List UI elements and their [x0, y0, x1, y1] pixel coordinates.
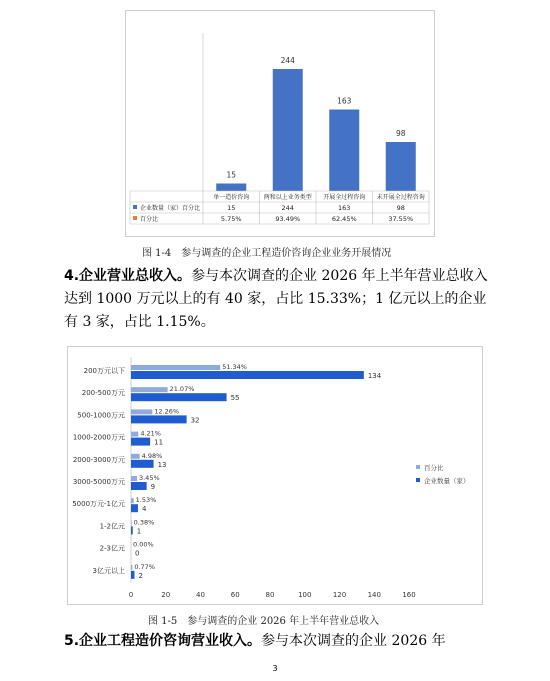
- bar-count-label-6: 4: [141, 505, 147, 514]
- paragraph-consulting-revenue: [64, 630, 494, 653]
- bar-count-5: [131, 482, 147, 490]
- table-percent-2: 62.45%: [331, 215, 357, 223]
- category-label-9: 3亿元以上: [92, 566, 125, 575]
- bar-count-label-8: 0: [135, 549, 140, 558]
- bar-percent-2: [131, 409, 152, 414]
- table-percent-0: 5.75%: [220, 215, 242, 223]
- bar-2: [329, 110, 359, 192]
- bar-percent-label-8: 0.00%: [133, 540, 154, 549]
- bar-percent-6: [131, 498, 134, 503]
- legend-label-count: 企业数量（家）: [424, 477, 470, 485]
- figure-caption-1-5: 图 1-5 参与调查的企业 2026 年上半年营业总收入: [148, 616, 380, 627]
- legend-label-percent: 百分比: [140, 216, 159, 223]
- chart-revenue: [67, 346, 483, 605]
- bar-percent-label-5: 3.45%: [138, 474, 160, 482]
- category-label-3: 1000-2000万元: [72, 433, 125, 442]
- bar-percent-3: [131, 432, 138, 437]
- category-label-3: 未开展全过程咨询: [376, 194, 425, 201]
- bar-count-label-4: 13: [157, 460, 167, 469]
- bar-percent-label-6: 1.53%: [135, 496, 157, 505]
- bar-count-label-3: 11: [154, 438, 164, 447]
- bar-count-6: [131, 504, 138, 512]
- bar-percent-label-2: 12.26%: [154, 407, 180, 416]
- legend-label-count: 企业数量（家）百分比: [140, 205, 201, 212]
- bar-value-label-0: 15: [226, 170, 237, 180]
- chart-revenue-svg: [68, 347, 484, 606]
- paragraph-revenue-heading: 4.企业营业总收入。: [64, 268, 192, 284]
- paragraph-revenue-text: 参与本次调查的企业 2026 年上半年营业总收入达到 1000 万元以上的有 40 家，占比 15.33%；1 亿元以上的企业有 3 家，占比 1.15%。: [64, 268, 488, 330]
- bar-value-label-1: 244: [280, 56, 295, 65]
- category-label-4: 2000-3000万元: [72, 455, 125, 464]
- category-label-7: 1-2亿元: [99, 522, 125, 531]
- x-tick-label-2: 40: [196, 591, 205, 599]
- bar-count-label-7: 1: [136, 527, 142, 536]
- x-tick-label-8: 160: [402, 591, 416, 599]
- x-tick-label-5: 100: [298, 591, 312, 599]
- paragraph-consulting-heading: 5.企业工程造价咨询营业收入。: [64, 633, 262, 649]
- bar-percent-label-0: 51.34%: [222, 363, 248, 371]
- x-tick-label-3: 60: [230, 591, 240, 599]
- bar-percent-9: [131, 565, 132, 570]
- category-label-1: 200-500万元: [81, 389, 125, 398]
- bar-0: [216, 184, 246, 192]
- legend-key-count: [416, 478, 420, 482]
- category-label-0: 单一造价咨询: [213, 194, 250, 201]
- bar-count-2: [131, 415, 187, 423]
- bar-percent-7: [131, 520, 132, 525]
- x-tick-label-4: 80: [265, 591, 275, 599]
- bar-count-0: [131, 371, 364, 379]
- bar-3: [386, 142, 416, 191]
- x-tick-label-6: 120: [332, 591, 347, 599]
- table-percent-1: 93.49%: [275, 215, 301, 223]
- legend-key-percent: [416, 465, 420, 469]
- figure-caption-1-4: 图 1-4 参与调查的企业工程造价咨询企业业务开展情况: [142, 248, 392, 259]
- bar-count-3: [131, 438, 150, 446]
- category-label-2: 开展全过程咨询: [323, 194, 366, 201]
- table-count-3: 98: [396, 204, 405, 212]
- category-label-2: 500-1000万元: [77, 411, 125, 420]
- bar-percent-4: [131, 454, 140, 459]
- bar-percent-5: [131, 476, 137, 481]
- paragraph-revenue: [64, 265, 494, 334]
- table-count-0: 15: [227, 204, 236, 212]
- bar-percent-0: [131, 365, 220, 370]
- bar-value-label-3: 98: [395, 129, 406, 138]
- x-tick-label-0: 0: [128, 591, 134, 599]
- category-label-6: 5000万元-1亿元: [72, 500, 125, 509]
- bar-count-label-5: 9: [150, 483, 156, 491]
- bar-count-9: [131, 571, 134, 579]
- legend-key-percent: [133, 216, 137, 220]
- chart-business-types: [125, 10, 435, 237]
- bar-percent-label-4: 4.98%: [141, 451, 163, 460]
- bar-count-label-2: 32: [190, 416, 200, 425]
- category-label-8: 2-3亿元: [99, 544, 125, 553]
- bar-count-4: [131, 460, 154, 468]
- legend-key-count: [133, 205, 137, 209]
- table-percent-3: 37.55%: [388, 215, 414, 223]
- table-count-1: 244: [281, 204, 294, 212]
- bar-percent-label-3: 4.21%: [140, 429, 161, 438]
- bar-percent-label-1: 21.07%: [169, 385, 195, 394]
- bar-value-label-2: 163: [337, 96, 352, 106]
- bar-percent-label-7: 0.38%: [133, 518, 155, 527]
- bar-count-1: [131, 393, 227, 401]
- bar-count-label-9: 2: [138, 571, 143, 580]
- x-tick-label-7: 140: [367, 591, 381, 599]
- category-label-0: 200万元以下: [83, 367, 125, 375]
- page-number: 3: [272, 664, 278, 673]
- bar-count-label-0: 134: [367, 372, 382, 380]
- bar-count-7: [131, 526, 133, 534]
- bar-1: [273, 69, 303, 191]
- paragraph-consulting-text: 参与本次调查的企业 2026 年: [261, 633, 446, 649]
- category-label-5: 3000-5000万元: [72, 478, 125, 486]
- bar-percent-label-9: 0.77%: [134, 562, 155, 571]
- x-tick-label-1: 20: [161, 591, 171, 599]
- bar-percent-1: [131, 387, 168, 392]
- bar-count-label-1: 55: [230, 394, 240, 403]
- category-label-1: 两和以上业务类型: [263, 194, 312, 201]
- legend-label-percent: 百分比: [424, 464, 444, 472]
- chart-business-types-svg: [126, 11, 436, 238]
- table-count-2: 163: [338, 204, 351, 212]
